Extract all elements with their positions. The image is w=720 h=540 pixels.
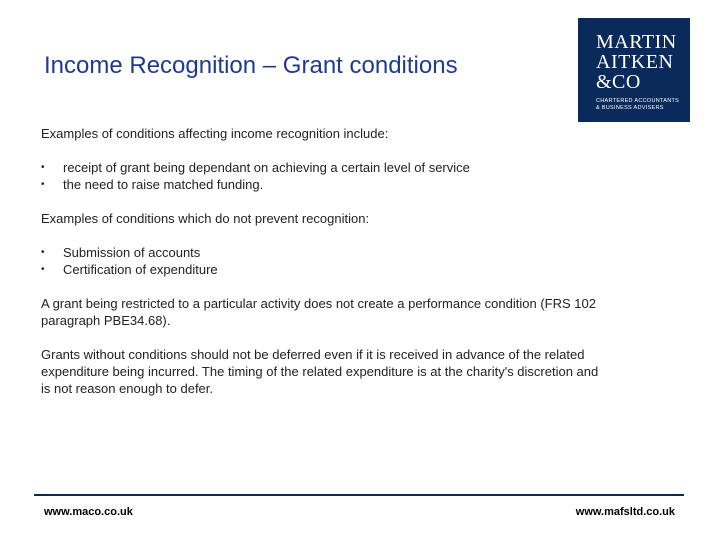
list-item (41, 261, 601, 278)
logo-tagline-2: & BUSINESS ADVISERS (596, 105, 664, 111)
logo-line-aitken: AITKEN (596, 51, 674, 73)
slide-title: Income Recognition – Grant conditions (44, 52, 458, 79)
intro-not-prevent-text: Examples of conditions which do not prevent recognition: (41, 211, 370, 226)
footer-link-maco[interactable]: www.maco.co.uk (44, 506, 133, 518)
logo-line-martin: MARTIN (596, 31, 677, 53)
slide-body (41, 125, 601, 397)
spacer (41, 329, 601, 346)
list-item (41, 176, 601, 193)
bullet-icon: • (41, 247, 45, 258)
footer-divider (34, 494, 684, 496)
bullet-icon: • (41, 179, 45, 190)
footer-link-mafsltd[interactable]: www.mafsltd.co.uk (575, 506, 675, 518)
affecting-conditions-list (41, 159, 601, 193)
list-item-text: Certification of expenditure (63, 262, 218, 277)
bullet-icon: • (41, 264, 45, 275)
company-logo (578, 18, 690, 122)
list-item (41, 159, 601, 176)
logo-line-co: &CO (596, 71, 641, 93)
list-item-text: receipt of grant being dependant on achieving a certain level of service (63, 160, 470, 175)
restricted-grant-paragraph: A grant being restricted to a particular activity does not create a performance condition (FRS 102 paragraph PBE34.68). (41, 296, 596, 328)
list-item-text: the need to raise matched funding. (63, 177, 264, 192)
bullet-icon: • (41, 162, 45, 173)
list-item-text: Submission of accounts (63, 245, 201, 260)
list-item (41, 244, 601, 261)
logo-tagline-1: CHARTERED ACCOUNTANTS (596, 98, 680, 104)
intro-affecting-text: Examples of conditions affecting income recognition include: (41, 126, 389, 141)
non-preventing-conditions-list (41, 244, 601, 278)
deferral-paragraph: Grants without conditions should not be deferred even if it is received in advance of the related expenditure being incurred. The timing of the related expenditure is at the charity's discretion and is not reason enough to defer. (41, 347, 599, 396)
